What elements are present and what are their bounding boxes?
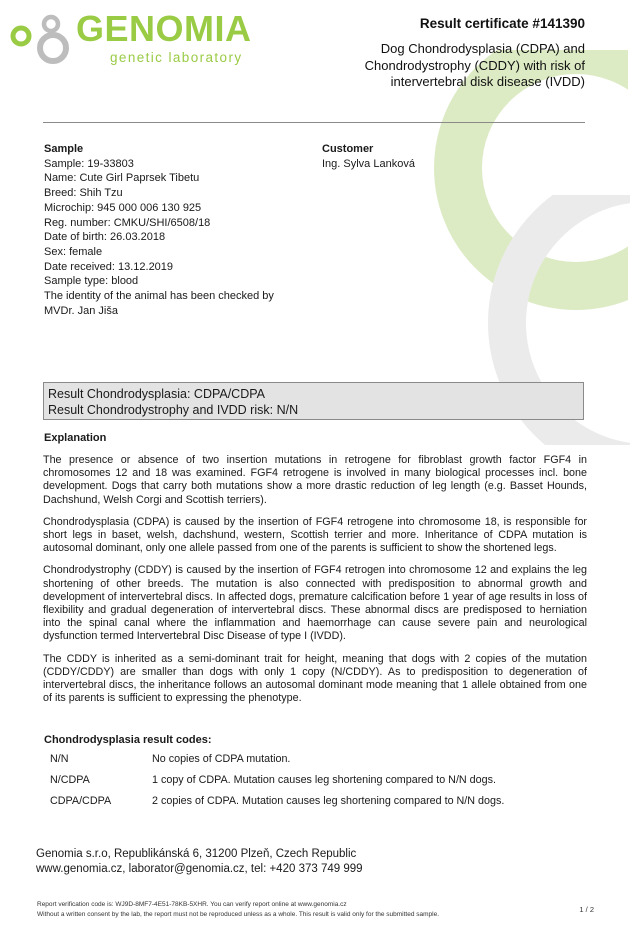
lab-address (36, 847, 363, 877)
identity-checked-by: MVDr. Jan Jiša (44, 304, 118, 317)
verification-code-note: Report verification code is: WJ9D-8MF7-4E51-78KB-5XHR. You can verify report online at www.genomia.cz (37, 901, 347, 908)
result-code: CDPA/CDPA (50, 795, 112, 807)
explanation-heading: Explanation (44, 432, 107, 444)
result-code-row (50, 774, 570, 795)
result-box (43, 382, 584, 420)
result-code: N/CDPA (50, 774, 90, 786)
explanation-paragraph: Chondrodystrophy (CDDY) is caused by the insertion of FGF4 retrogen into chromosome 12 and explains the leg shortening of other breeds. The mutation is also connected with predisposition to abnormal growth and development of intervertebral discs. In affected dogs, premature calcification before 1 year of age results in loss of flexibility and gradual degeneration of intervertebral discs. These abnormal discs are predisposed to herniation into the spinal canal where the inflammation and haemorrhage can cause severe pain and neurological dysfunction termed Intervertebral Disc Disease of type I (IVDD). (43, 564, 587, 643)
header-divider (43, 122, 585, 123)
genomia-logo (9, 10, 269, 70)
certificate-subtitle: Dog Chondrodysplasia (CDPA) and Chondrodystrophy (CDDY) with risk of intervertebral disk disease (IVDD) (364, 41, 585, 89)
result-codes-heading: Chondrodysplasia result codes: (44, 734, 212, 746)
result-code-row (50, 753, 570, 774)
certificate-title: Result certificate #141390 (419, 16, 585, 31)
explanation-body (43, 454, 587, 714)
customer-name: Ing. Sylva Lanková (322, 157, 415, 170)
sample-date-of-birth: Date of birth: 26.03.2018 (44, 231, 166, 244)
lab-address-line: Genomia s.r.o, Republikánská 6, 31200 Plzeň, Czech Republic (36, 848, 357, 860)
identity-check-note: The identity of the animal has been checked by (44, 290, 274, 303)
explanation-paragraph: The presence or absence of two insertion mutations in retrogene for fibroblast growth factor FGF4 in chromosomes 12 and 18 was examined. FGF4 retrogene is involved in many biological processes incl. bone development. Dogs that carry both mutations show a more drastic reduction of leg length (e.g. Basset Hounds, Dachshund, Welsh Corgi and Scottish terriers). (43, 454, 587, 506)
customer-heading: Customer (322, 143, 374, 155)
sample-section (44, 142, 304, 318)
page-number: 1 / 2 (579, 905, 594, 914)
explanation-paragraph: The CDDY is inherited as a semi-dominant trait for height, meaning that dogs with 2 copies of the mutation (CDDY/CDDY) are smaller than dogs with only 1 copy (N/CDDY). As to predisposition to degeneration of intervertebral discs, the inheritance follows an autosomal dominant mode meaning that 1 allele obtained from one of its parents is sufficient to expressing the phenotype. (43, 652, 587, 705)
result-chondrodysplasia: Result Chondrodysplasia: CDPA/CDPA (48, 387, 265, 401)
sample-date-received: Date received: 13.12.2019 (44, 260, 174, 273)
page-footer (37, 900, 439, 920)
sample-type: Sample type: blood (44, 275, 139, 288)
result-code-row (50, 795, 570, 816)
customer-section (322, 142, 522, 171)
result-chondrodystrophy-ivdd: Result Chondrodystrophy and IVDD risk: N/N (48, 402, 299, 417)
reproduction-disclaimer: Without a written consent by the lab, the report must not be reproduced unless as a whole. This result is valid only for the submitted sample. (37, 911, 440, 918)
genomia-logo-icon (9, 10, 75, 66)
sample-sex: Sex: female (44, 245, 103, 258)
sample-breed: Breed: Shih Tzu (44, 187, 123, 200)
sample-microchip: Microchip: 945 000 006 130 925 (44, 201, 202, 214)
brand-tagline: genetic laboratory (110, 50, 243, 65)
result-code-meaning: 1 copy of CDPA. Mutation causes leg shortening compared to N/N dogs. (152, 774, 496, 786)
sample-heading: Sample (44, 143, 84, 155)
explanation-paragraph: Chondrodysplasia (CDPA) is caused by the insertion of FGF4 retrogene into chromosome 18, is responsible for short legs in baset, welsh, dachshund, western, Scottish terrier and more. Inheritance of CDPA mutation is autosomal dominant, only one allele passed from one of the parents is sufficient to show the shortened legs. (43, 515, 587, 555)
sample-reg-number: Reg. number: CMKU/SHI/6508/18 (44, 216, 211, 229)
sample-name: Name: Cute Girl Paprsek Tibetu (44, 172, 200, 185)
result-codes-table (50, 753, 570, 816)
result-code-meaning: 2 copies of CDPA. Mutation causes leg shortening compared to N/N dogs. (152, 795, 505, 807)
result-code-meaning: No copies of CDPA mutation. (152, 753, 291, 765)
sample-id: Sample: 19-33803 (44, 157, 134, 170)
brand-name: GENOMIA (76, 8, 252, 49)
lab-contact-line: www.genomia.cz, laborator@genomia.cz, tel: +420 373 749 999 (36, 863, 363, 875)
result-code: N/N (50, 753, 69, 765)
